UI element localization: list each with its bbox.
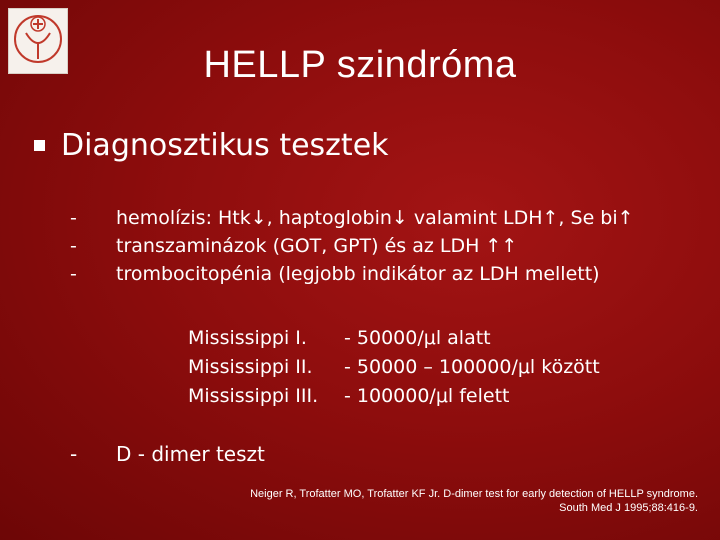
dash-bullet: -	[70, 235, 77, 257]
mississippi-row	[188, 324, 600, 353]
mississippi-row	[188, 382, 600, 411]
mississippi-label: Mississippi II.	[188, 356, 313, 378]
section-heading	[34, 128, 389, 163]
mississippi-value: - 100000/μl felett	[344, 385, 510, 407]
dash-bullet: -	[70, 207, 77, 229]
list-item	[70, 204, 634, 232]
mississippi-label: Mississippi I.	[188, 327, 307, 349]
reference-citation	[178, 487, 698, 515]
list-item	[70, 260, 634, 288]
list-item	[70, 232, 634, 260]
item-transaminases: transzaminázok (GOT, GPT) és az LDH ↑↑	[116, 235, 518, 257]
mississippi-label: Mississippi III.	[188, 385, 319, 407]
section-heading-text: Diagnosztikus tesztek	[61, 128, 389, 163]
reference-line-2: South Med J 1995;88:416-9.	[559, 502, 698, 514]
reference-line-1: Neiger R, Trofatter MO, Trofatter KF Jr. D-dimer test for early detection of HELLP syndrome.	[250, 488, 698, 500]
item-hemolysis: hemolízis: Htk↓, haptoglobin↓ valamint LDH↑, Se bi↑	[116, 207, 634, 229]
mississippi-row	[188, 353, 600, 382]
slide-title: HELLP szindróma	[203, 44, 517, 86]
item-thrombocytopenia: trombocitopénia (legjobb indikátor az LDH mellett)	[116, 263, 600, 285]
mississippi-classification	[188, 324, 600, 411]
dash-bullet: -	[70, 442, 78, 466]
item-d-dimer: D - dimer teszt	[116, 442, 265, 466]
square-bullet-icon	[34, 140, 45, 151]
test-list	[70, 204, 634, 288]
dash-bullet: -	[70, 263, 77, 285]
mississippi-value: - 50000 – 100000/μl között	[344, 356, 600, 378]
mississippi-value: - 50000/μl alatt	[344, 327, 491, 349]
list-item-d-dimer	[70, 442, 265, 466]
